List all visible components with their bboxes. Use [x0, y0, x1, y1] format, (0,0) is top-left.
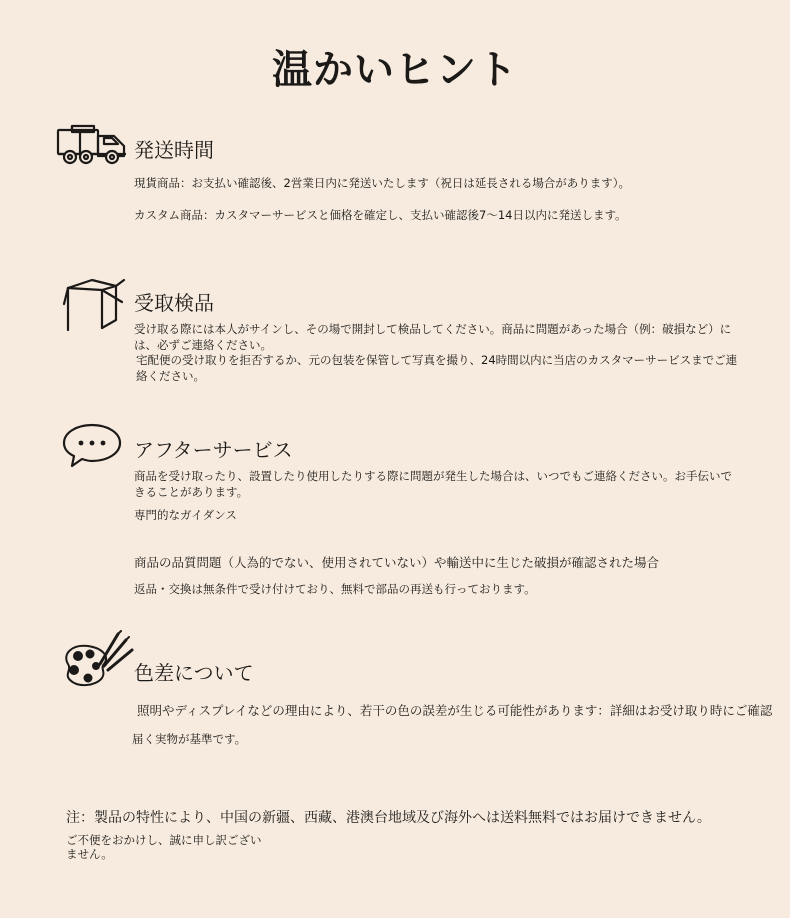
receiving-heading: 受取検品	[134, 291, 214, 315]
after-service-return-text: 返品・交換は無条件で受け付けており、無料で部品の再送も行っております。	[134, 582, 536, 596]
receiving-refusal-text: 宅配便の受け取りを拒否するか、元の包装を保管して写真を撮り、24時間以内に当店のカスタマーサービスまでご連絡ください。	[136, 353, 738, 383]
shipping-heading: 発送時間	[134, 138, 214, 162]
after-service-quality-text: 商品の品質問題（人為的でない、使用されていない）や輸送中に生じた破損が確認された場合	[134, 555, 660, 570]
paint-palette-icon	[60, 630, 134, 692]
delivery-truck-icon	[56, 124, 128, 166]
after-service-guidance-text: 専門的なガイダンス	[134, 508, 237, 522]
shipping-restriction-note: 注：製品の特性により、中国の新疆、西藏、港澳台地域及び海外へは送料無料ではお届けできません。	[66, 810, 711, 826]
color-heading: 色差について	[134, 661, 254, 685]
color-notice-text: 照明やディスプレイなどの理由により、若干の色の誤差が生じる可能性があります：詳細はお受け取り時にご確認	[137, 703, 773, 718]
apology-text: ご不便をおかけし、誠に申し訳ございません。	[66, 833, 262, 861]
receiving-inspection-text: 受け取る際には本人がサインし、その場で開封して検品してください。商品に問題があった場合（例：破損など）には、必ずご連絡ください。	[134, 322, 732, 352]
color-standard-text: 届く実物が基準です。	[132, 732, 247, 746]
shipping-stock-line: 現貨商品：お支払い確認後、2営業日内に発送いたします（祝日は延長される場合があります）。	[134, 176, 631, 190]
chat-bubble-icon	[60, 422, 124, 470]
open-box-icon	[62, 276, 128, 334]
after-service-heading: アフターサービス	[134, 438, 293, 462]
after-service-contact-text: 商品を受け取ったり、設置したり使用したりする際に問題が発生した場合は、いつでもご連絡ください。お手伝いできることがあります。	[134, 469, 732, 499]
page-title: 温かいヒント	[272, 47, 518, 93]
shipping-custom-line: カスタム商品：カスタマーサービスと価格を確定し、支払い確認後7〜14日以内に発送します。	[134, 208, 627, 222]
